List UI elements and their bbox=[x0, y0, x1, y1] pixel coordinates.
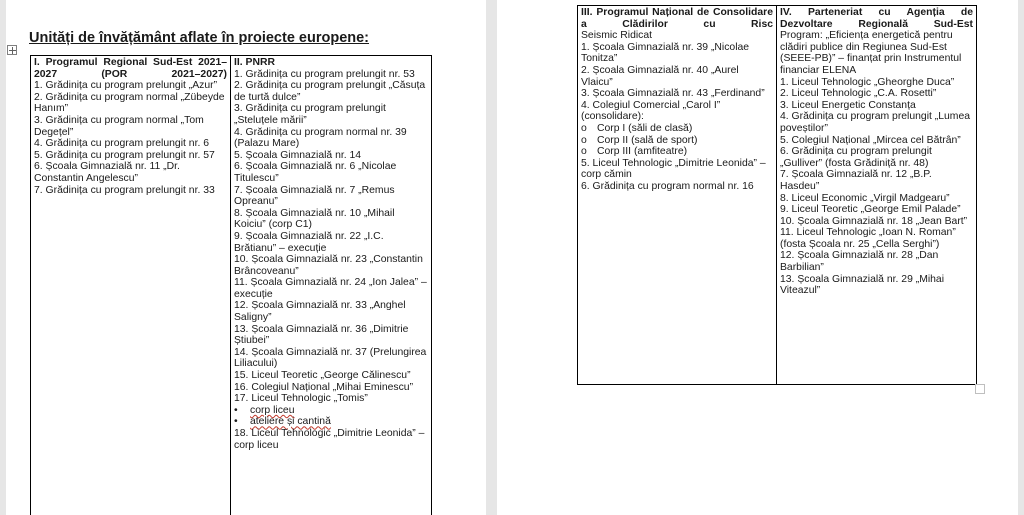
list-item: 6. Școala Gimnazială nr. 11 „Dr. Constantin Angelescu” bbox=[34, 161, 183, 184]
list-item: 12. Școala Gimnazială nr. 28 „Dan Barbilian” bbox=[780, 250, 942, 274]
bullet-item bbox=[581, 135, 773, 147]
list-item: 10. Școala Gimnazială nr. 23 „Constantin Brâncoveanu” bbox=[234, 254, 426, 277]
list-item: 9. Școala Gimnazială nr. 22 „I.C. Brătianu” – execuție bbox=[234, 230, 387, 254]
list-item: 1. Școala Gimnazială nr. 39 „Nicolae Tonitza” bbox=[581, 41, 752, 65]
list-item: 7. Grădinița cu program prelungit nr. 33 bbox=[34, 184, 215, 196]
column-heading: IV. Parteneriat cu Agenția de Dezvoltare Regională Sud-Est bbox=[780, 7, 973, 30]
list-item: 18. Liceul Tehnologic „Dimitrie Leonida” – corp liceu bbox=[234, 428, 428, 451]
list-item: 3. Școala Gimnazială nr. 43 „Ferdinand” bbox=[581, 88, 765, 100]
bullet-text: corp liceu bbox=[250, 404, 295, 416]
table-column-pnrr bbox=[231, 56, 431, 515]
table-column-parteneriat bbox=[777, 6, 976, 384]
list-item: 8. Liceul Economic „Virgil Madgearu” bbox=[780, 192, 950, 204]
list-item: 11. Școala Gimnazială nr. 24 „Ion Jalea” – execuție bbox=[234, 277, 430, 300]
list-item: 5. Colegiul Național „Mircea cel Bătrân” bbox=[780, 134, 961, 146]
program-description: Program: „Eficiența energetică pentru clădiri publice din Regiunea Sud-Est (SEEE-PB)” – finanțat prin Instrumentul financiar ELENA bbox=[780, 30, 965, 76]
bullet-item bbox=[234, 416, 428, 428]
bullet-text: Corp II (sală de sport) bbox=[597, 134, 698, 146]
bullet-item bbox=[234, 405, 428, 417]
bullet-text: Corp III (amfiteatre) bbox=[597, 146, 688, 158]
bullet-dot-icon: • bbox=[234, 416, 238, 428]
list-item: 3. Grădinița cu program normal „Tom Degețel” bbox=[34, 114, 207, 138]
column-heading: I. Programul Regional Sud-Est 2021–2027 (POR 2021–2027) bbox=[34, 57, 227, 80]
list-item: 5. Liceul Tehnologic „Dimitrie Leonida” – corp cămin bbox=[581, 157, 769, 181]
table-move-handle-icon[interactable] bbox=[7, 45, 17, 55]
projects-table-continued bbox=[577, 5, 977, 385]
bullet-circle-icon: o bbox=[581, 122, 587, 134]
list-item: 5. Grădinița cu program prelungit nr. 57 bbox=[34, 149, 215, 161]
list-item: 6. Grădinița cu program normal nr. 16 bbox=[581, 180, 754, 192]
list-item: 10. Școala Gimnazială nr. 18 „Jean Bart” bbox=[780, 215, 968, 227]
table-column-consolidare bbox=[578, 6, 777, 384]
document-page-2 bbox=[497, 0, 1018, 515]
list-item: 7. Școala Gimnazială nr. 12 „B.P. Hasdeu” bbox=[780, 169, 935, 192]
column-subheading: Seismic Ridicat bbox=[581, 30, 653, 42]
list-item: 6. Grădinița cu program prelungit „Gulliver” (fosta Grădiniță nr. 48) bbox=[780, 146, 935, 169]
list-item: 5. Școala Gimnazială nr. 14 bbox=[234, 149, 362, 161]
list-item: 3. Liceul Energetic Constanța bbox=[780, 99, 916, 111]
bullet-circle-icon: o bbox=[581, 146, 587, 158]
list-item: 4. Grădinița cu program normal nr. 39 (Palazu Mare) bbox=[234, 126, 410, 150]
bullet-item bbox=[581, 146, 773, 158]
list-item: 2. Școala Gimnazială nr. 40 „Aurel Vlaicu” bbox=[581, 64, 742, 88]
list-item: 3. Grădinița cu program prelungit „Steluțele mării” bbox=[234, 103, 389, 126]
projects-table bbox=[30, 55, 432, 515]
bullet-text: ateliere și cantină bbox=[250, 416, 331, 428]
list-item: 1. Liceul Tehnologic „Gheorghe Duca” bbox=[780, 76, 955, 88]
bullet-text: Corp I (săli de clasă) bbox=[597, 122, 693, 134]
list-item: 2. Grădinița cu program normal „Zübeyde Hanım” bbox=[34, 91, 228, 115]
list-item: 6. Școala Gimnazială nr. 6 „Nicolae Titulescu” bbox=[234, 161, 399, 184]
list-item: 15. Liceul Teoretic „George Călinescu” bbox=[234, 370, 411, 382]
list-item: 2. Liceul Tehnologic „C.A. Rosetti” bbox=[780, 88, 937, 100]
list-item: 14. Școala Gimnazială nr. 37 (Prelungirea Liliacului) bbox=[234, 346, 430, 370]
table-resize-handle-icon[interactable] bbox=[975, 384, 985, 394]
bullet-item bbox=[581, 123, 773, 135]
list-item: 1. Grădinița cu program prelungit „Azur” bbox=[34, 80, 218, 92]
list-item: 4. Grădinița cu program prelungit nr. 6 bbox=[34, 138, 210, 150]
column-heading: III. Programul Național de Consolidare a Clădirilor cu Risc bbox=[581, 7, 773, 30]
bullet-dot-icon: • bbox=[234, 404, 238, 416]
list-item: 16. Colegiul Național „Mihai Eminescu” bbox=[234, 381, 414, 393]
list-item: 9. Liceul Teoretic „George Emil Palade” bbox=[780, 204, 961, 216]
list-item: 13. Școala Gimnazială nr. 36 „Dimitrie Știubei” bbox=[234, 323, 412, 347]
list-item: 7. Școala Gimnazială nr. 7 „Remus Opreanu” bbox=[234, 184, 398, 208]
list-item: 11. Liceul Tehnologic „Ioan N. Roman” (fosta Școala nr. 25 „Cella Serghi”) bbox=[780, 227, 959, 250]
column-heading: II. PNRR bbox=[234, 57, 275, 68]
list-item: 12. Școala Gimnazială nr. 33 „Anghel Saligny” bbox=[234, 300, 409, 324]
page-title: Unități de învățământ aflate în proiecte europene: bbox=[29, 30, 370, 46]
list-item: 4. Grădinița cu program prelungit „Lumea poveștilor” bbox=[780, 111, 973, 134]
list-item: 4. Colegiul Comercial „Carol I” (consolidare): bbox=[581, 99, 724, 123]
list-item: 8. Școala Gimnazială nr. 10 „Mihail Koiciu” (corp C1) bbox=[234, 207, 398, 231]
table-column-por bbox=[31, 56, 231, 515]
document-page-1 bbox=[6, 0, 486, 515]
bullet-circle-icon: o bbox=[581, 134, 587, 146]
list-item: 13. Școala Gimnazială nr. 29 „Mihai Viteazul” bbox=[780, 273, 947, 297]
list-item: 1. Grădinița cu program prelungit nr. 53 bbox=[234, 68, 415, 80]
list-item: 17. Liceul Tehnologic „Tomis” bbox=[234, 393, 368, 405]
list-item: 2. Grădinița cu program prelungit „Căsuța de turtă dulce” bbox=[234, 80, 429, 103]
